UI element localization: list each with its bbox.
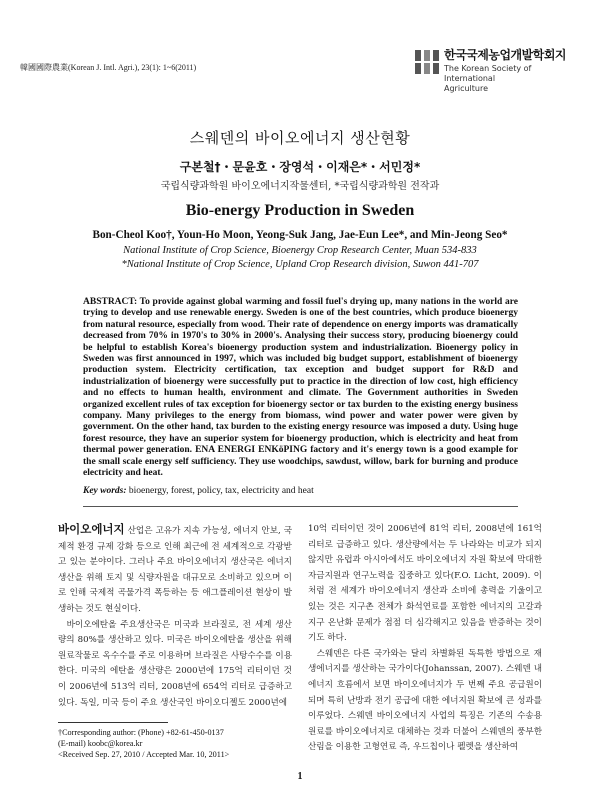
- body-text: 산업은 고유가 지속 가능성, 에너지 안보, 국제적 환경 규제 강화 등으로 인해 최근에 전 세계적으로 각광받고 있는 분야이다. 그러나 주요 바이오에너지 생산국은 에너지 생산을 위해 토지 및 식량자원을 대규모로 소비하고 있으며 이로 인해 국제적 곡물가격 폭등하는 등 애그플레이션 현상이 발생하는 것도 현실이다.: [58, 526, 292, 614]
- body-paragraph: 10억 리터이던 것이 2006년에 81억 리터, 2008년에 161억 리터로 급증하고 있다. 생산량에서는 두 나라와는 비교가 되지 않지만 유럽과 아시아에서도 바이오에너지 자원 확보에 막대한 자금지원과 연구노력을 집중하고 있다(F.O. Licht, 2009). 이처럼 전 세계가 바이오에너지 생산과 소비에 총력을 기울이고 있는 것은 지구촌 전체가 화석연료를 포함한 에너지의 고갈과 지구 온난화 문제가 점점 더 심각해지고 있음을 반증하는 것이기도 하다.: [308, 524, 542, 644]
- affiliation-en-2: *National Institute of Crop Science, Upland Crop Research division, Suwon 441-707: [121, 259, 479, 270]
- journal-citation: 韓國國際農業(Korean J. Intl. Agri.), 23(1): 1~6(2011): [20, 63, 197, 72]
- keywords-list: bioenergy, forest, policy, tax, electricity and heat: [128, 486, 314, 496]
- footnote-email: (E-mail) koobc@korea.kr: [58, 739, 143, 748]
- society-name-en: [444, 64, 564, 94]
- body-paragraph: 바이오에탄올 주요생산국은 미국과 브라질로, 전 세계 생산량의 80%를 생산하고 있다. 미국은 바이오에탄올 생산을 위해 원료작물로 옥수수를 주로 이용하며 브라질은 사탕수수를 이용한다. 미국의 에탄올 생산량은 2000년에 175억 리터이던 것이 2006년에 513억 리터, 2008년에 654억 리터로 급증하고 있다. 독일, 미국 등이 주요 생산국인 바이오디젤도 2000년에: [58, 619, 292, 708]
- abstract: ABSTRACT: To provide against global warming and fossil fuel's drying up, many nations in the world are trying to develop and use renewable energy. Sweden is one of the best countries, which produce bioenergy from natural resource, especially from wood. Their rate of dependence on energy imports was dramatically decreased from 70% in 1970's to 30% in 2000's. Analysing their success story, producing bioenergy could be helpful to establish Korea's bioenergy production system and industrialization. Bioenergy policy in Sweden was first announced in 1997, which was included big budget support, establishment of bioenergy production system. Electricity certification, tax exception and budget support for R&D and industrialization of bioenergy were successfully put to practice in the direction of low cost, high efficiency and no effects to human health, environment and climate. The Government authorities in Sweden organized excellent rules of tax exception for bioenergy sector or tax burden to the existing energy business company. Many privileges to the energy from biomass, wind power and water power were given by government. On the other hand, tax burden to the existing energy resource was imposed a duty. Using huge forest resource, they have an superior system for bioenergy production, which is electricity and heat from thermal power generation. ENA ENERGI ENKöPING factory and it's energy town is a good example for the small scale energy self sufficiency. They use woodchips, sawdust, willow, bark for burning and produce electricity and heat.: [83, 297, 518, 479]
- society-branding: [414, 44, 567, 93]
- paper-title-en: Bio-energy Production in Sweden: [185, 202, 415, 219]
- footnote: [58, 727, 298, 760]
- affiliation-ko: 국립식량과학원 바이오에너지작물센터, *국립식량과학원 전작과: [160, 181, 440, 192]
- affiliation-en-1: National Institute of Crop Science, Bioenergy Crop Research Center, Muan 534-833: [123, 245, 477, 256]
- footnote-received: <Received Sep. 27, 2010 / Accepted Mar. 10, 2011>: [58, 750, 230, 759]
- keywords: [83, 486, 518, 496]
- authors-en: Bon-Cheol Koo†, Youn-Ho Moon, Yeong-Suk Jang, Jae-Eun Lee*, and Min-Jeong Seo*: [92, 229, 508, 241]
- society-name-ko: 한국국제농업개발학회지: [444, 48, 567, 62]
- footnote-divider: [58, 722, 168, 723]
- page-number: 1: [297, 771, 303, 782]
- body-paragraph: [58, 522, 292, 618]
- body-paragraph: 스웨덴은 다른 국가와는 달리 차별화된 독특한 방법으로 재생에너지를 생산하는 국가이다(Johanssan, 2007). 스웨덴 내 에너지 흐름에서 보면 바이오에너지가 두 번째 주요 공급원이 되며 특히 난방과 전기 공급에 대한 에너지원 확보에 큰 성과를 이루었다. 스웨덴 바이오에너지 사업의 특징은 기존의 수송용 원료를 바이오에너지로 대체하는 것과 더불어 스웨덴의 풍부한 산림을 이용한 고형연료 즉, 우드칩이나 펠렛을 생산하여: [308, 648, 542, 753]
- authors-ko: 구본철†・문윤호・장영석・이재은*・서민정*: [179, 160, 421, 174]
- body-column-right: [308, 522, 542, 756]
- abstract-divider: [83, 506, 518, 507]
- society-logo-icon: [414, 48, 440, 78]
- lead-word: 바이오에너지: [58, 522, 125, 536]
- society-name-en-line2: Agriculture: [444, 84, 488, 93]
- body-column-left: [58, 522, 292, 711]
- paper-title-ko: 스웨덴의 바이오에너지 생산현황: [189, 129, 411, 147]
- footnote-corresponding: †Corresponding author: (Phone) +82-61-450-0137: [58, 728, 224, 737]
- keywords-label: Key words:: [83, 486, 127, 496]
- society-name-en-line1: The Korean Society of International: [444, 64, 532, 83]
